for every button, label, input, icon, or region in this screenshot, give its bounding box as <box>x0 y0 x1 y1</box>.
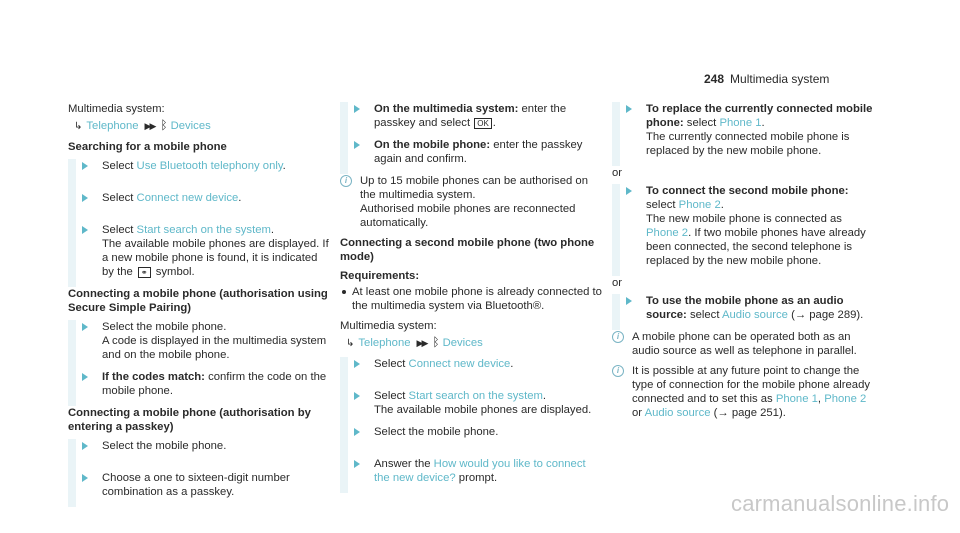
step-body-end: symbol. <box>152 266 195 278</box>
step <box>68 191 330 215</box>
step <box>68 471 330 499</box>
step <box>340 357 602 381</box>
step-triangle-icon <box>626 105 632 113</box>
step <box>340 138 602 166</box>
step-text: Select <box>374 390 409 402</box>
step-body: confirm the code on the mobile phone. <box>102 371 327 397</box>
step <box>340 425 602 449</box>
step-text: Select <box>102 160 137 172</box>
option-phone-2[interactable]: Phone 2 <box>646 227 689 239</box>
menu-start-search[interactable]: Start search on the system <box>408 390 543 402</box>
requirement-item <box>340 285 602 313</box>
or-separator: or <box>612 277 623 289</box>
note-text: or <box>632 407 645 419</box>
requirements-title: Requirements: <box>340 270 420 282</box>
option-audio-source[interactable]: Audio source <box>721 309 788 321</box>
nav-label: Multimedia system: <box>340 320 437 332</box>
step-bold: To connect the second mobile phone: <box>646 185 849 197</box>
section-title: Multimedia system <box>730 72 830 86</box>
step <box>612 294 877 322</box>
step-body: The new mobile phone is connected as <box>646 213 842 225</box>
step-text-end: (→ page 289). <box>787 309 864 321</box>
nav-path <box>340 335 602 351</box>
nav-devices[interactable]: Devices <box>170 120 211 132</box>
step-triangle-icon <box>354 460 360 468</box>
step-text: Select <box>374 358 409 370</box>
step <box>612 184 877 268</box>
step-triangle-icon <box>626 187 632 195</box>
step-triangle-icon <box>82 162 88 170</box>
step-text-end: . <box>510 358 514 370</box>
step-body-end: . <box>492 117 496 129</box>
option-phone-2[interactable]: Phone 2 <box>678 199 721 211</box>
watermark-logo: carmanualsonline.info <box>731 491 950 516</box>
step-text: Select the mobile phone. <box>374 426 499 438</box>
step-body: The available mobile phones are displayed. If a new mobile phone is found, it is indicated by the <box>102 238 329 278</box>
nav-path <box>68 118 330 134</box>
step-text: Select the mobile phone. <box>102 440 227 452</box>
note-text: (→ page 251). <box>710 407 786 419</box>
step <box>340 457 602 485</box>
nav-telephone[interactable]: Telephone <box>358 337 411 349</box>
nav-telephone[interactable]: Telephone <box>86 120 139 132</box>
step <box>68 159 330 183</box>
step-triangle-icon <box>82 323 88 331</box>
menu-connect-new-device[interactable]: Connect new device <box>136 192 239 204</box>
info-note <box>612 364 877 420</box>
bluetooth-icon: ᛒ <box>432 335 440 349</box>
menu-start-search[interactable]: Start search on the system <box>136 224 271 236</box>
step-body: A code is displayed in the multimedia system and on the mobile phone. <box>102 335 327 361</box>
step-triangle-icon <box>82 442 88 450</box>
info-icon: i <box>340 175 352 187</box>
note-text: A mobile phone can be operated both as an audio source as well as telephone in parallel. <box>632 331 857 357</box>
nav-devices[interactable]: Devices <box>442 337 483 349</box>
step <box>68 223 330 279</box>
option-audio-source[interactable]: Audio source <box>644 407 711 419</box>
prompt-how-connect[interactable]: How would you like to connect the new device? <box>374 458 586 484</box>
step-triangle-icon <box>354 428 360 436</box>
step-text-end: . <box>761 117 765 129</box>
step-triangle-icon <box>82 373 88 381</box>
step-bold: To use the mobile phone as an audio source: <box>646 295 844 321</box>
step-bold: On the multimedia system: <box>374 103 519 115</box>
step-text: Choose a one to sixteen-digit number combination as a passkey. <box>102 472 290 498</box>
menu-connect-new-device[interactable]: Connect new device <box>408 358 511 370</box>
step-body: The available mobile phones are displayed. <box>374 404 592 416</box>
step-triangle-icon <box>354 392 360 400</box>
nav-label: Multimedia system: <box>68 103 165 115</box>
or-separator: or <box>612 167 623 179</box>
step-text-end: prompt. <box>455 472 498 484</box>
step-text-end: . <box>542 390 547 402</box>
step-body: enter the passkey and select <box>374 103 567 129</box>
info-icon: i <box>612 365 624 377</box>
double-chevron-icon: ▶▶ <box>416 338 427 348</box>
new-device-symbol-icon: ⚭ <box>138 267 151 278</box>
double-chevron-icon: ▶▶ <box>144 121 155 131</box>
step-body: The currently connected mobile phone is replaced by the new mobile phone. <box>646 131 850 157</box>
heading-searching: Searching for a mobile phone <box>68 141 227 153</box>
requirement-text: At least one mobile phone is already connected to the multimedia system via Bluetooth®. <box>352 286 602 312</box>
requirements-label <box>340 269 602 283</box>
step-text: Select the mobile phone. <box>102 321 227 333</box>
step-text-end: . <box>282 160 286 172</box>
step-bold: On the mobile phone: <box>374 139 491 151</box>
step <box>612 102 877 158</box>
step-triangle-icon <box>626 297 632 305</box>
step-triangle-icon <box>82 226 88 234</box>
column-3 <box>612 102 877 426</box>
ok-key-icon: OK <box>474 118 492 129</box>
menu-use-bluetooth[interactable]: Use Bluetooth telephony only <box>136 160 283 172</box>
step-text: Select <box>102 224 137 236</box>
page-number: 248 <box>704 72 725 86</box>
step-triangle-icon <box>82 474 88 482</box>
note-text: Authorised mobile phones are reconnected automatically. <box>360 203 576 229</box>
return-arrow-icon: ↳ <box>346 338 355 349</box>
column-1 <box>68 102 330 507</box>
step <box>68 370 330 398</box>
heading-passkey: Connecting a mobile phone (authorisation by entering a passkey) <box>68 407 311 433</box>
step <box>68 320 330 362</box>
return-arrow-icon: ↳ <box>74 121 83 132</box>
step-triangle-icon <box>354 360 360 368</box>
note-text: , <box>817 393 825 405</box>
heading-two-phone: Connecting a second mobile phone (two phone mode) <box>340 237 595 263</box>
step <box>68 439 330 463</box>
step-triangle-icon <box>82 194 88 202</box>
page-header <box>704 72 829 86</box>
step-bold: To replace the currently connected mobile phone: <box>646 103 873 129</box>
step-triangle-icon <box>354 105 360 113</box>
option-phone-1[interactable]: Phone 1 <box>775 393 818 405</box>
step-text: Answer the <box>374 458 434 470</box>
step-text: select <box>646 199 679 211</box>
bullet-icon <box>342 290 346 294</box>
step-text: select <box>686 309 722 321</box>
bluetooth-icon: ᛒ <box>160 118 168 132</box>
info-icon: i <box>612 331 624 343</box>
step-text-end: . <box>238 192 242 204</box>
column-2 <box>340 102 602 493</box>
step-text-end: . <box>720 199 724 211</box>
option-phone-2[interactable]: Phone 2 <box>824 393 867 405</box>
heading-ssp: Connecting a mobile phone (authorisation using Secure Simple Pairing) <box>68 288 328 314</box>
step-body: enter the passkey again and confirm. <box>374 139 583 165</box>
option-phone-1[interactable]: Phone 1 <box>719 117 762 129</box>
step-text-end: . <box>270 224 275 236</box>
step-text: select <box>683 117 720 129</box>
step-body: . If two mobile phones have already been connected, the second telephone is replaced by the new mobile phone. <box>646 227 866 267</box>
note-text: Up to 15 mobile phones can be authorised on the multimedia system. <box>360 175 588 201</box>
info-note <box>340 174 602 230</box>
step-triangle-icon <box>354 141 360 149</box>
step-bold: If the codes match: <box>102 371 205 383</box>
note-text: It is possible at any future point to change the type of connection for the mobile phone already connected and to set this as <box>632 365 871 405</box>
step-text: Select <box>102 192 137 204</box>
step <box>340 102 602 130</box>
info-note <box>612 330 877 358</box>
step <box>340 389 602 417</box>
